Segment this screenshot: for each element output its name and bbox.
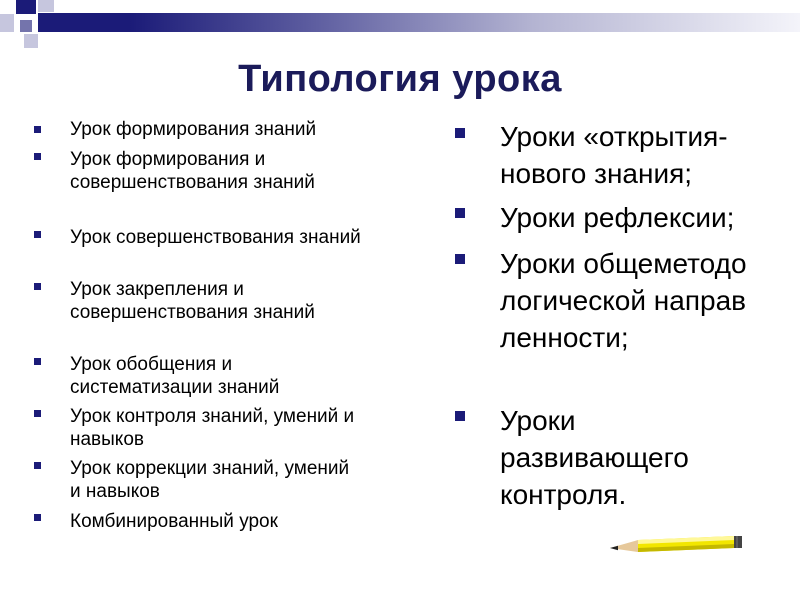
right-list-item: Уроки развивающего контроля.	[500, 405, 689, 510]
header-gradient-bar	[38, 13, 800, 32]
bullet-icon	[34, 462, 41, 469]
right-list-item: Уроки рефлексии;	[500, 202, 735, 233]
decor-square	[38, 0, 54, 12]
decor-square	[0, 14, 14, 32]
slide-title: Типология урока	[238, 58, 562, 100]
right-list-item: Уроки «открытия-нового знания;	[500, 121, 728, 189]
bullet-icon	[34, 283, 41, 290]
bullet-icon	[455, 128, 465, 138]
left-list-item: Урок закрепления и совершенствования знаний	[70, 279, 315, 323]
decor-square	[20, 20, 32, 32]
left-list-item: Комбинированный урок	[70, 511, 278, 532]
left-list-item: Урок контроля знаний, умений и навыков	[70, 406, 355, 450]
left-list-item: Урок формирования и совершенствования знаний	[70, 149, 315, 193]
left-list-item: Урок обобщения и систематизации знаний	[70, 354, 280, 398]
bullet-icon	[455, 208, 465, 218]
left-list-item: Урок совершенствования знаний	[70, 227, 361, 248]
pencil-icon	[608, 532, 748, 556]
decor-square	[16, 0, 36, 14]
left-list-item: Урок формирования знаний	[70, 119, 317, 140]
bullet-icon	[455, 411, 465, 421]
bullet-icon	[34, 514, 41, 521]
bullet-icon	[34, 153, 41, 160]
bullet-icon	[34, 126, 41, 133]
decor-square	[24, 34, 38, 48]
bullet-icon	[34, 231, 41, 238]
bullet-icon	[455, 254, 465, 264]
bullet-icon	[34, 410, 41, 417]
right-list-item: Уроки общеметодологической направленности;	[500, 248, 747, 353]
header-decoration	[0, 0, 800, 48]
bullet-icon	[34, 358, 41, 365]
left-list-item: Урок коррекции знаний, умений и навыков	[70, 458, 350, 502]
